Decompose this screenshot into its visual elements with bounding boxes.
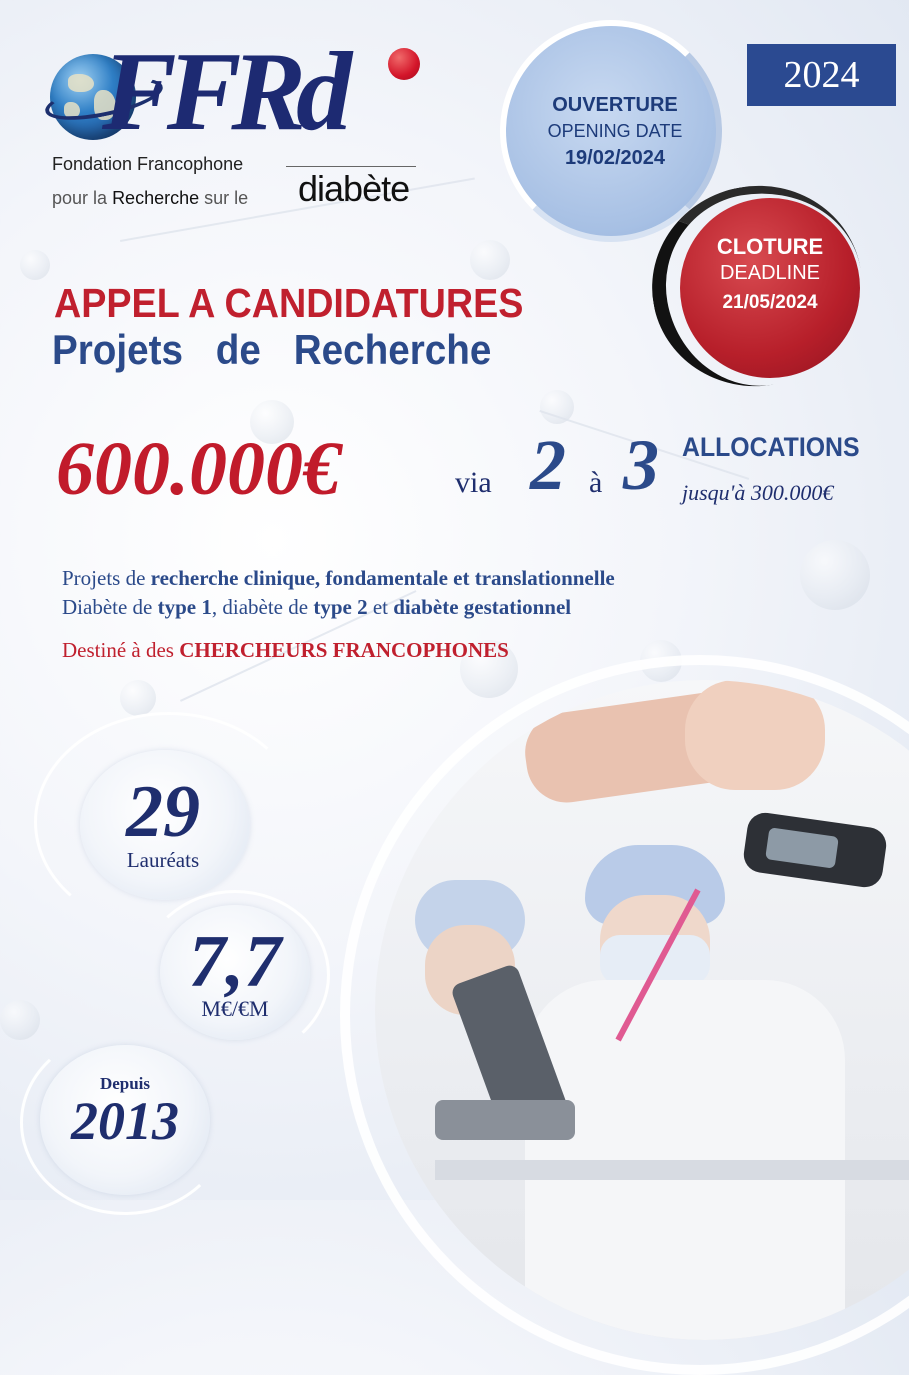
text-span: Diabète de <box>62 595 158 619</box>
details-line1 <box>62 566 615 591</box>
amount-label: M€/€M <box>201 996 269 1021</box>
text-span-bold: recherche clinique, fondamentale et translationnelle <box>150 566 615 590</box>
details-line2 <box>62 595 571 620</box>
funding-via: via <box>455 466 492 499</box>
bg-molecule <box>120 680 156 716</box>
logo-word: pour la <box>52 188 108 208</box>
closing-title: CLOTURE <box>716 234 824 259</box>
logo-acronym: FFRd <box>102 30 343 154</box>
logo-diabete: diabète <box>298 168 410 209</box>
text-span: Destiné à des <box>62 638 180 662</box>
text-span-bold: diabète gestationnel <box>393 595 572 619</box>
laureates-label: Lauréats <box>126 848 200 872</box>
text-span: , diabète de <box>211 595 314 619</box>
funding-min: 2 <box>530 425 566 505</box>
since-label: Depuis <box>99 1074 151 1093</box>
year-badge: 2024 <box>747 44 896 106</box>
closing-date: 21/05/2024 <box>722 292 818 313</box>
red-dot-icon <box>388 48 420 80</box>
bg-molecule <box>800 540 870 610</box>
text-span: Projets de <box>62 566 151 590</box>
logo-word: sur le <box>204 188 249 208</box>
bg-molecule <box>0 1000 40 1040</box>
ffrd-logo <box>48 30 428 217</box>
funding-cap: jusqu'à 300.000€ <box>682 480 834 505</box>
headline-projects: Projets de Recherche <box>52 326 492 373</box>
closing-bubble <box>680 198 860 378</box>
logo-line1: Fondation Francophone <box>52 154 244 174</box>
details-line3 <box>62 638 509 663</box>
opening-title: OUVERTURE <box>552 94 678 116</box>
text-span-bold: CHERCHEURS FRANCOPHONES <box>179 638 509 662</box>
opening-subtitle: OPENING DATE <box>547 121 683 141</box>
funding-sep: à <box>589 466 603 499</box>
funding-amount: 600.000€ <box>56 427 341 511</box>
funding-max: 3 <box>623 425 659 505</box>
logo-word-recherche: Recherche <box>112 188 200 208</box>
text-span: et <box>367 595 394 619</box>
logo-divider <box>286 166 416 167</box>
since-value: 2013 <box>71 1091 179 1151</box>
amount-value: 7,7 <box>188 921 282 1003</box>
opening-date: 19/02/2024 <box>564 147 666 169</box>
funding-allocations: ALLOCATIONS <box>682 432 860 462</box>
headline-call: APPEL A CANDIDATURES <box>54 280 524 326</box>
bg-molecule <box>20 250 50 280</box>
text-span-bold: type 2 <box>313 595 368 619</box>
closing-subtitle: DEADLINE <box>719 262 821 284</box>
logo-line2 <box>52 188 248 209</box>
laureates-value: 29 <box>126 771 200 853</box>
text-span-bold: type 1 <box>157 595 212 619</box>
bg-molecule <box>470 240 510 280</box>
